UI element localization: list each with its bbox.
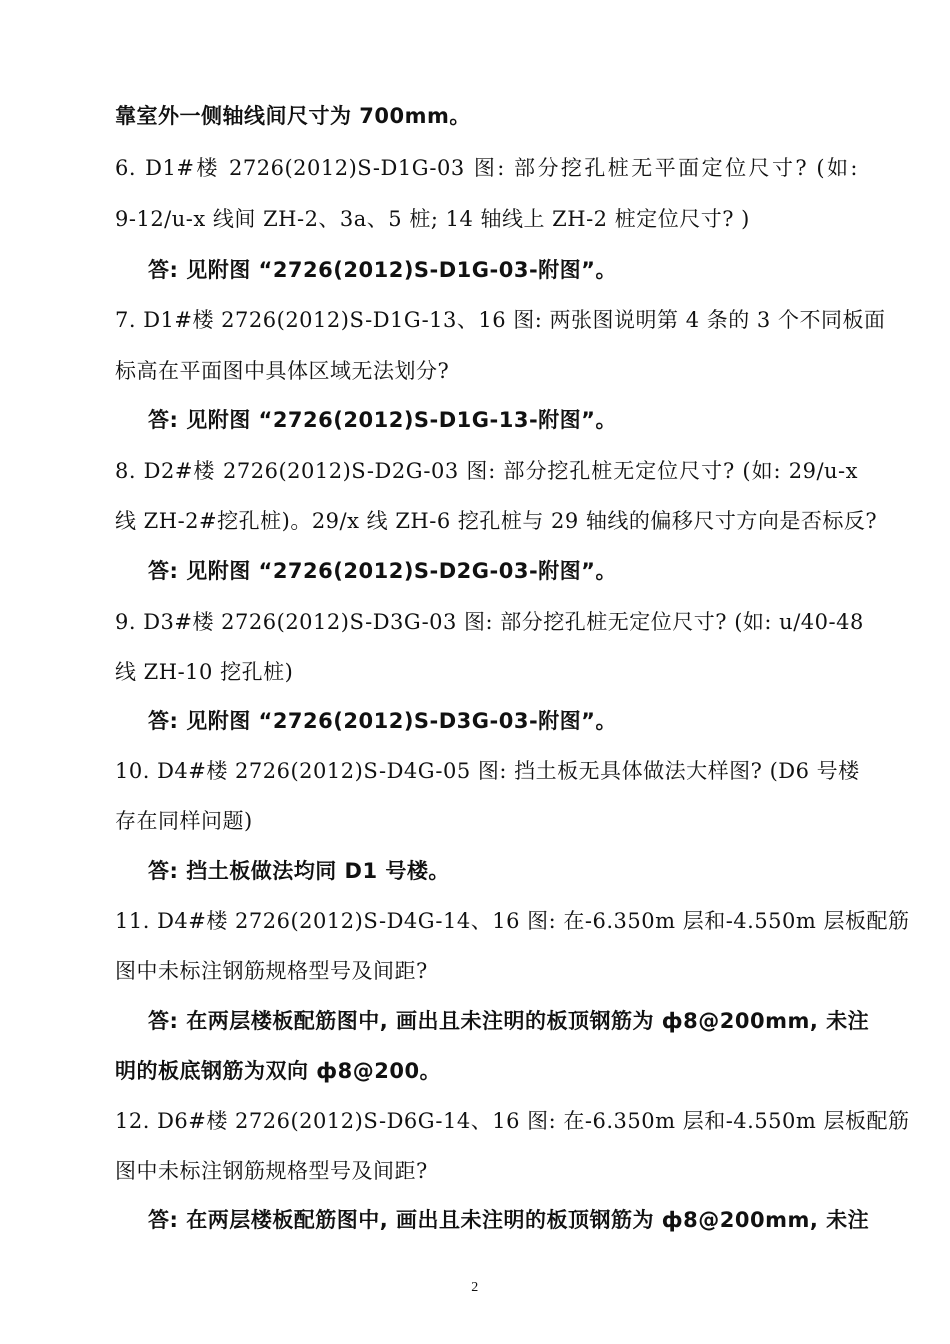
answer-11-line-2: 明的板底钢筋为双向 ф8@200。	[115, 1059, 442, 1083]
answer-8: 答: 见附图 “2726(2012)S-D2G-03-附图”。	[148, 559, 617, 583]
question-12-line-2: 图中未标注钢筋规格型号及间距?	[115, 1159, 428, 1183]
question-10-line-1: 10. D4#楼 2726(2012)S-D4G-05 图: 挡土板无具体做法大样图? (D6 号楼	[115, 759, 860, 783]
question-9-line-1: 9. D3#楼 2726(2012)S-D3G-03 图: 部分挖孔桩无定位尺寸? (如: u/40-48	[115, 610, 864, 634]
question-12-line-1: 12. D6#楼 2726(2012)S-D6G-14、16 图: 在-6.350m 层和-4.550m 层板配筋	[115, 1109, 910, 1133]
page-number: 2	[471, 1280, 479, 1295]
question-6-line-1: 6. D1#楼 2726(2012)S-D1G-03 图: 部分挖孔桩无平面定位尺寸? (如:	[115, 156, 858, 180]
question-8-line-2: 线 ZH-2#挖孔桩)。29/x 线 ZH-6 挖孔桩与 29 轴线的偏移尺寸方向是否标反?	[115, 509, 878, 533]
question-9-line-2: 线 ZH-10 挖孔桩)	[115, 660, 294, 684]
answer-11-line-1: 答: 在两层楼板配筋图中, 画出且未注明的板顶钢筋为 ф8@200mm, 未注	[148, 1009, 870, 1033]
question-7-line-2: 标高在平面图中具体区域无法划分?	[115, 359, 450, 383]
answer-10: 答: 挡土板做法均同 D1 号楼。	[148, 859, 450, 883]
question-8-line-1: 8. D2#楼 2726(2012)S-D2G-03 图: 部分挖孔桩无定位尺寸? (如: 29/u-x	[115, 459, 858, 483]
question-10-line-2: 存在同样问题)	[115, 809, 253, 833]
question-11-line-2: 图中未标注钢筋规格型号及间距?	[115, 959, 428, 983]
answer-9: 答: 见附图 “2726(2012)S-D3G-03-附图”。	[148, 709, 617, 733]
answer-12-line-1: 答: 在两层楼板配筋图中, 画出且未注明的板顶钢筋为 ф8@200mm, 未注	[148, 1208, 870, 1232]
paragraph-line: 靠室外一侧轴线间尺寸为 700mm。	[115, 104, 471, 128]
answer-7: 答: 见附图 “2726(2012)S-D1G-13-附图”。	[148, 408, 617, 432]
answer-6: 答: 见附图 “2726(2012)S-D1G-03-附图”。	[148, 258, 617, 282]
question-11-line-1: 11. D4#楼 2726(2012)S-D4G-14、16 图: 在-6.350m 层和-4.550m 层板配筋	[115, 909, 910, 933]
question-6-line-2: 9-12/u-x 线间 ZH-2、3a、5 桩; 14 轴线上 ZH-2 桩定位尺寸? )	[115, 207, 750, 231]
question-7-line-1: 7. D1#楼 2726(2012)S-D1G-13、16 图: 两张图说明第 4 条的 3 个不同板面	[115, 308, 886, 332]
